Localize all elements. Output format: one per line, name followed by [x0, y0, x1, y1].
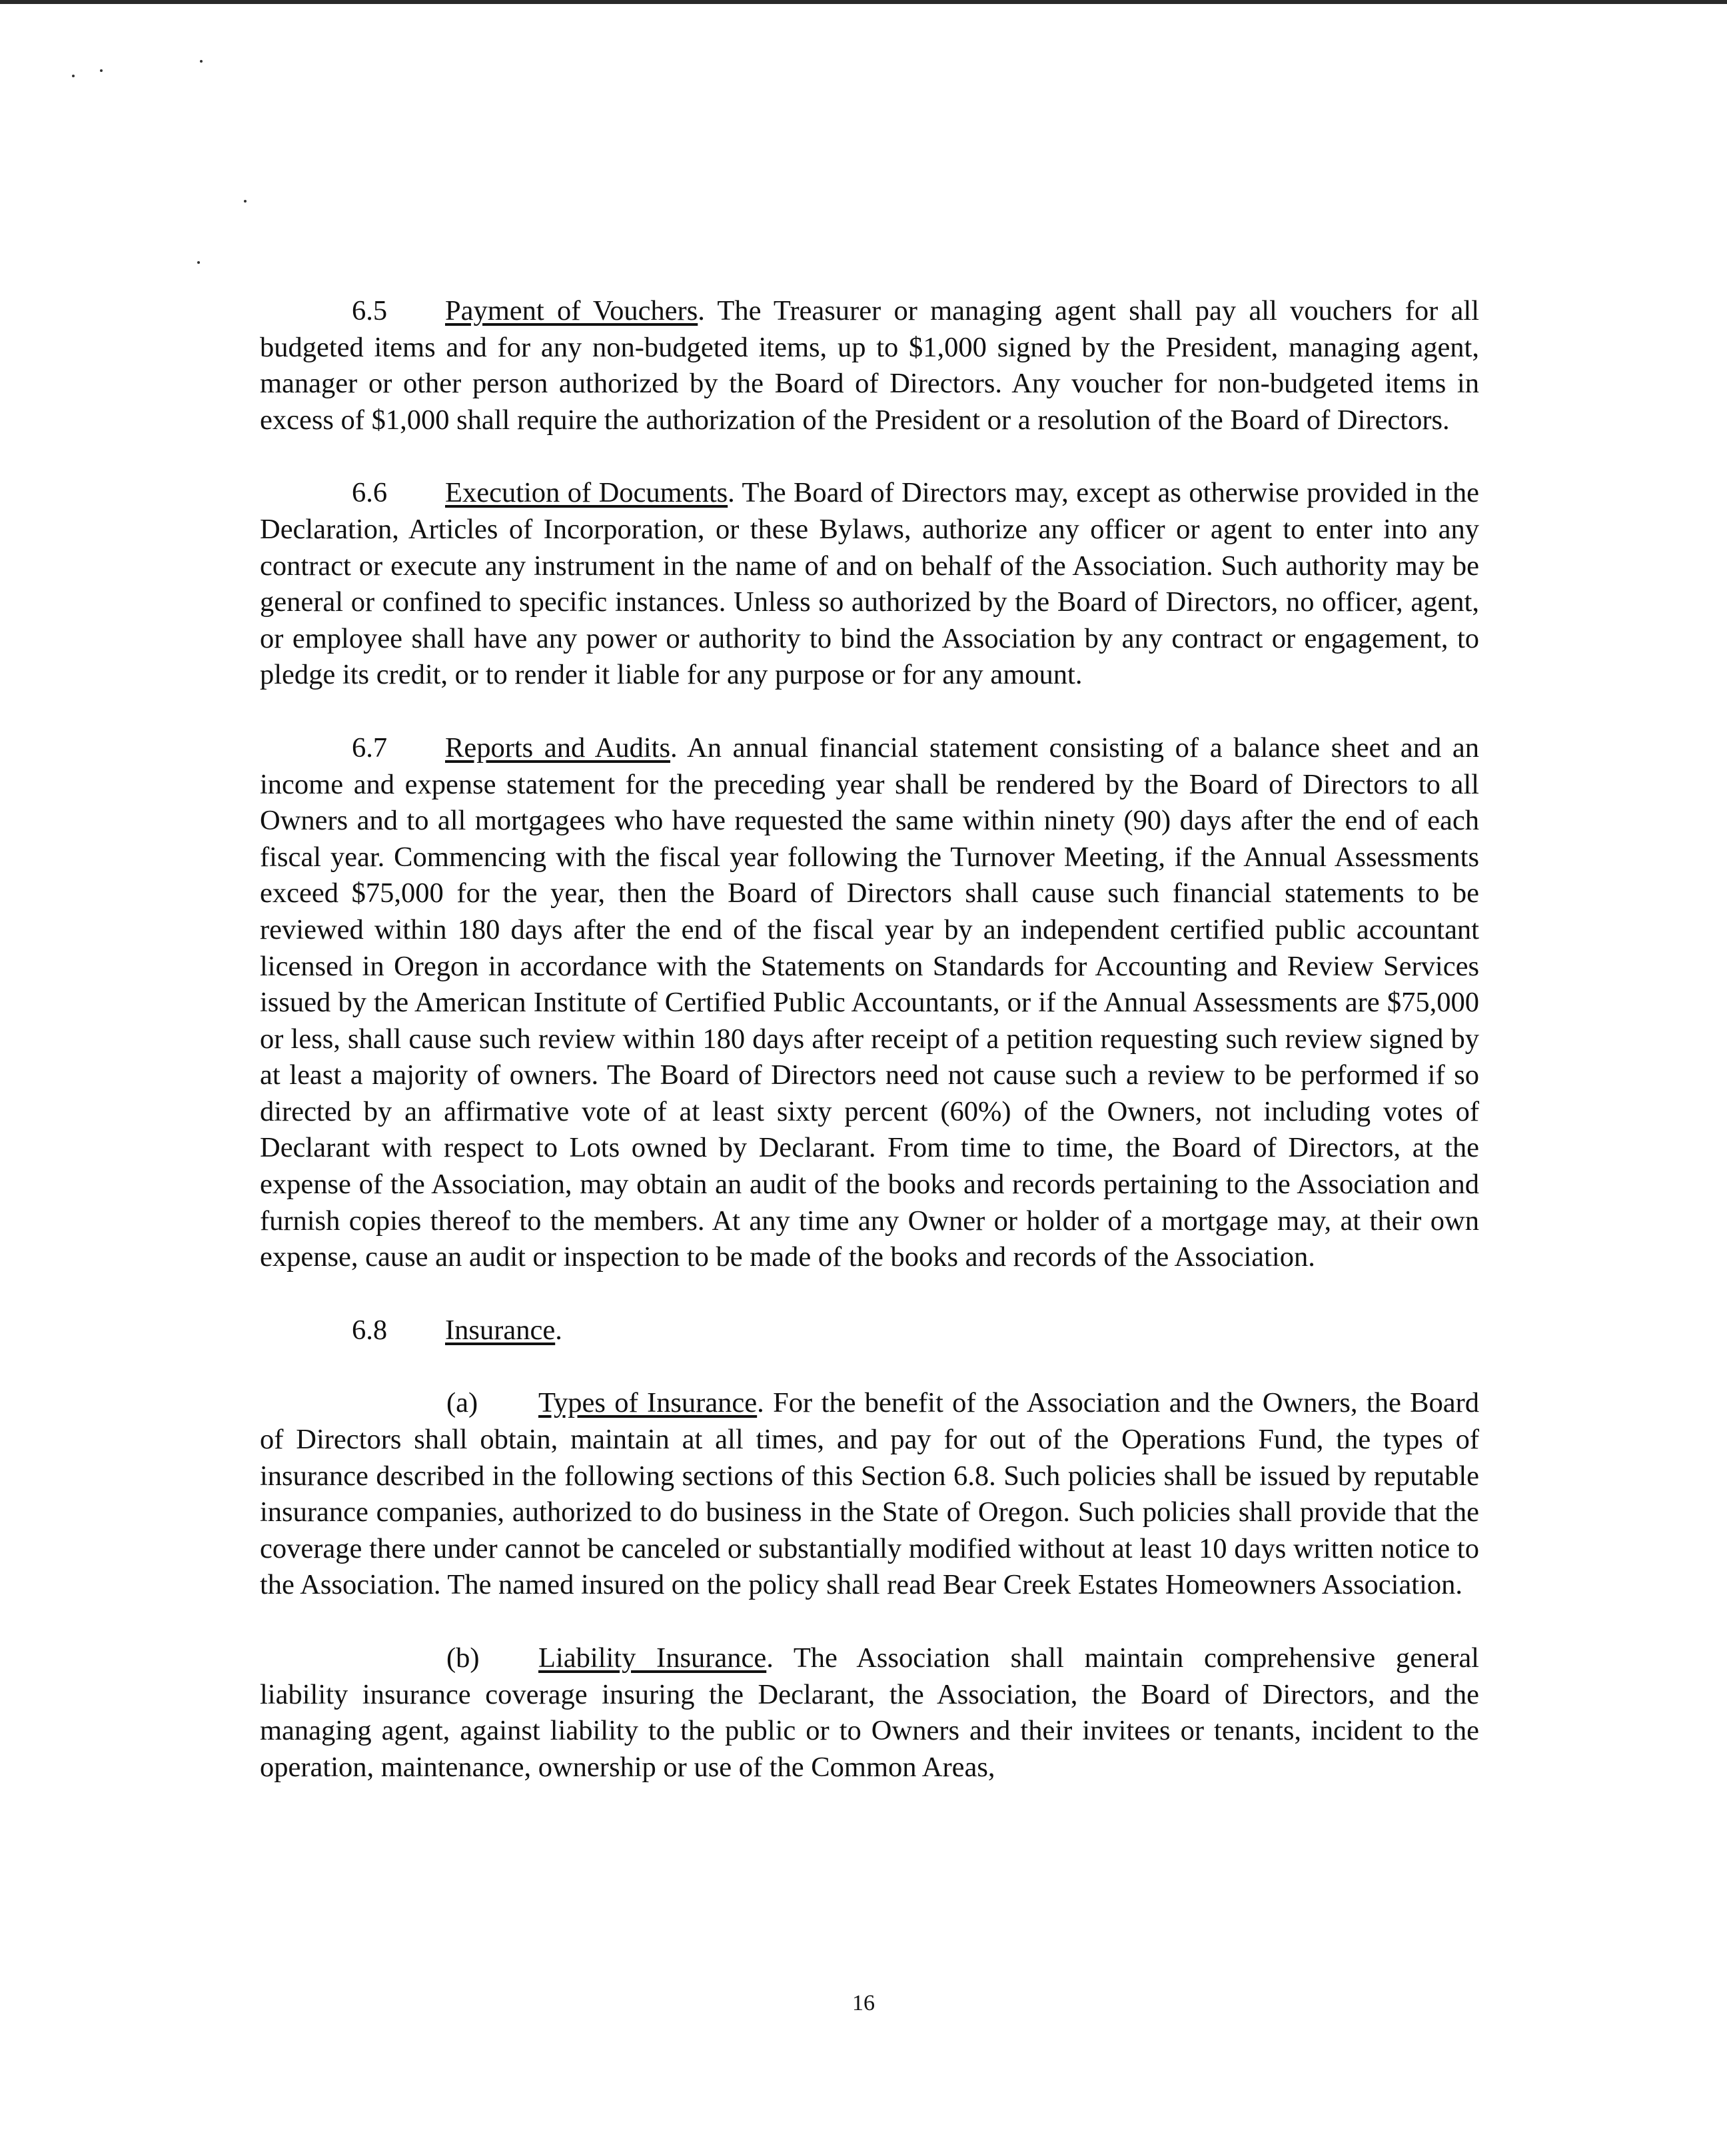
section-text: An annual financial statement consisting of a balance sheet and an income and expense statement for the preceding year shall be rendered by the Board of Directors to all Owners and to all mortgagees who have requested the same within ninety (90) days after the end of each fiscal year. Commencing with the fiscal year following the Turnover Meeting, if the Annual Assessments exceed $75,000 for the year, then the Board of Directors shall cause such financial statements to be reviewed within 180 days after the end of the fiscal year by an independent certified public accountant licensed in Oregon in accordance with the Statements on Standards for Accounting and Review Services issued by the American Institute of Certified Public Accountants, or if the Annual Assessments are $75,000 or less, shall cause such review within 180 days after receipt of a petition requesting such review signed by at least a majority of owners. The Board of Directors need not cause such a review to be performed if so directed by an affirmative vote of at least sixty percent (60%) of the Owners, not including votes of Declarant with respect to Lots owned by Declarant. From time to time, the Board of Directors, at the expense of the Association, may obtain an audit of the books and records pertaining to the Association and furnish copies thereof to the members. At any time any Owner or holder of a mortgage may, at their own expense, cause an audit or inspection to be made of the books and records of the Association. [260, 732, 1480, 1273]
subsection-label: (b) [446, 1642, 480, 1674]
section-6-6: 6.6 Execution of Documents. The Board of Directors may, except as otherwise provided in the Declaration, Articles of Incorporation, or these Bylaws, authorize any officer or agent to enter into any contract or execute any instrument in the name of and on behalf of the Association. Such authority may be general or confined to specific instances. Unless so authorized by the Board of Directors, no officer, agent, or employee shall have any power or authority to bind the Association by any contract or engagement, to pledge its credit, or to render it liable for any purpose or for any amount. [260, 475, 1479, 694]
scan-speck [197, 261, 200, 264]
scan-speck [200, 60, 203, 63]
subsection-label: (a) [446, 1387, 478, 1419]
subsection-heading: Types of Insurance [538, 1387, 758, 1419]
page-number: 16 [852, 1991, 875, 2015]
subsection-heading: Liability Insurance [538, 1642, 767, 1674]
section-6-8: 6.8 Insurance. [260, 1313, 1479, 1349]
section-number: 6.5 [352, 295, 388, 326]
section-number: 6.6 [352, 477, 388, 509]
document-body [260, 293, 1479, 1822]
section-text: The Board of Directors may, except as otherwise provided in the Declaration, Articles of Incorporation, or these Bylaws, authorize any officer or agent to enter into any contract or execute any instrument in the name of and on behalf of the Association. Such authority may be general or confined to specific instances. Unless so authorized by the Board of Directors, no officer, agent, or employee shall have any power or authority to bind the Association by any contract or engagement, to pledge its credit, or to render it liable for any purpose or for any amount. [260, 477, 1480, 691]
scan-speck [100, 69, 103, 72]
subsection-text: The Association shall maintain comprehensive general liability insurance coverage insuring the Declarant, the Association, the Board of Directors, and the managing agent, against liability to the public or to Owners and their invitees or tenants, incident to the operation, maintenance, ownership or use of the Common Areas, [260, 1642, 1479, 1783]
scan-speck [244, 200, 247, 203]
section-heading: Payment of Vouchers [445, 295, 698, 326]
section-heading: Reports and Audits [445, 732, 670, 764]
subsection-b: (b) Liability Insurance. The Association shall maintain comprehensive general liability insurance coverage insuring the Declarant, the Association, the Board of Directors, and the managing agent, against liability to the public or to Owners and their invitees or tenants, incident to the operation, maintenance, ownership or use of the Common Areas, [260, 1640, 1479, 1786]
section-text: The Treasurer or managing agent shall pay all vouchers for all budgeted items and for any non-budgeted items, up to $1,000 signed by the President, managing agent, manager or other person authorized by the Board of Directors. Any voucher for non-budgeted items in excess of $1,000 shall require the authorization of the President or a resolution of the Board of Directors. [260, 295, 1480, 436]
section-number: 6.7 [352, 732, 388, 764]
section-heading: Insurance [445, 1314, 556, 1346]
scan-top-edge [0, 0, 1727, 4]
section-number: 6.8 [352, 1314, 388, 1346]
subsection-text: For the benefit of the Association and the Owners, the Board of Directors shall obtain, maintain at all times, and pay for out of the Operations Fund, the types of insurance described in the following sections of this Section 6.8. Such policies shall be issued by reputable insurance companies, authorized to do business in the State of Oregon. Such policies shall provide that the coverage there under cannot be canceled or substantially modified without at least 10 days written notice to the Association. The named insured on the policy shall read Bear Creek Estates Homeowners Association. [260, 1387, 1480, 1601]
section-heading: Execution of Documents [445, 477, 728, 509]
section-6-7: 6.7 Reports and Audits. An annual financial statement consisting of a balance sheet and an income and expense statement for the preceding year shall be rendered by the Board of Directors to all Owners and to all mortgagees who have requested the same within ninety (90) days after the end of each fiscal year. Commencing with the fiscal year following the Turnover Meeting, if the Annual Assessments exceed $75,000 for the year, then the Board of Directors shall cause such financial statements to be reviewed within 180 days after the end of the fiscal year by an independent certified public accountant licensed in Oregon in accordance with the Statements on Standards for Accounting and Review Services issued by the American Institute of Certified Public Accountants, or if the Annual Assessments are $75,000 or less, shall cause such review within 180 days after receipt of a petition requesting such review signed by at least a majority of owners. The Board of Directors need not cause such a review to be performed if so directed by an affirmative vote of at least sixty percent (60%) of the Owners, not including votes of Declarant with respect to Lots owned by Declarant. From time to time, the Board of Directors, at the expense of the Association, may obtain an audit of the books and records pertaining to the Association and furnish copies thereof to the members. At any time any Owner or holder of a mortgage may, at their own expense, cause an audit or inspection to be made of the books and records of the Association. [260, 730, 1479, 1276]
section-6-5: 6.5 Payment of Vouchers. The Treasurer or managing agent shall pay all vouchers for all budgeted items and for any non-budgeted items, up to $1,000 signed by the President, managing agent, manager or other person authorized by the Board of Directors. Any voucher for non-budgeted items in excess of $1,000 shall require the authorization of the President or a resolution of the Board of Directors. [260, 293, 1479, 438]
subsection-a: (a) Types of Insurance. For the benefit of the Association and the Owners, the Board of Directors shall obtain, maintain at all times, and pay for out of the Operations Fund, the types of insurance described in the following sections of this Section 6.8. Such policies shall be issued by reputable insurance companies, authorized to do business in the State of Oregon. Such policies shall provide that the coverage there under cannot be canceled or substantially modified without at least 10 days written notice to the Association. The named insured on the policy shall read Bear Creek Estates Homeowners Association. [260, 1385, 1479, 1604]
scan-speck [72, 75, 75, 77]
